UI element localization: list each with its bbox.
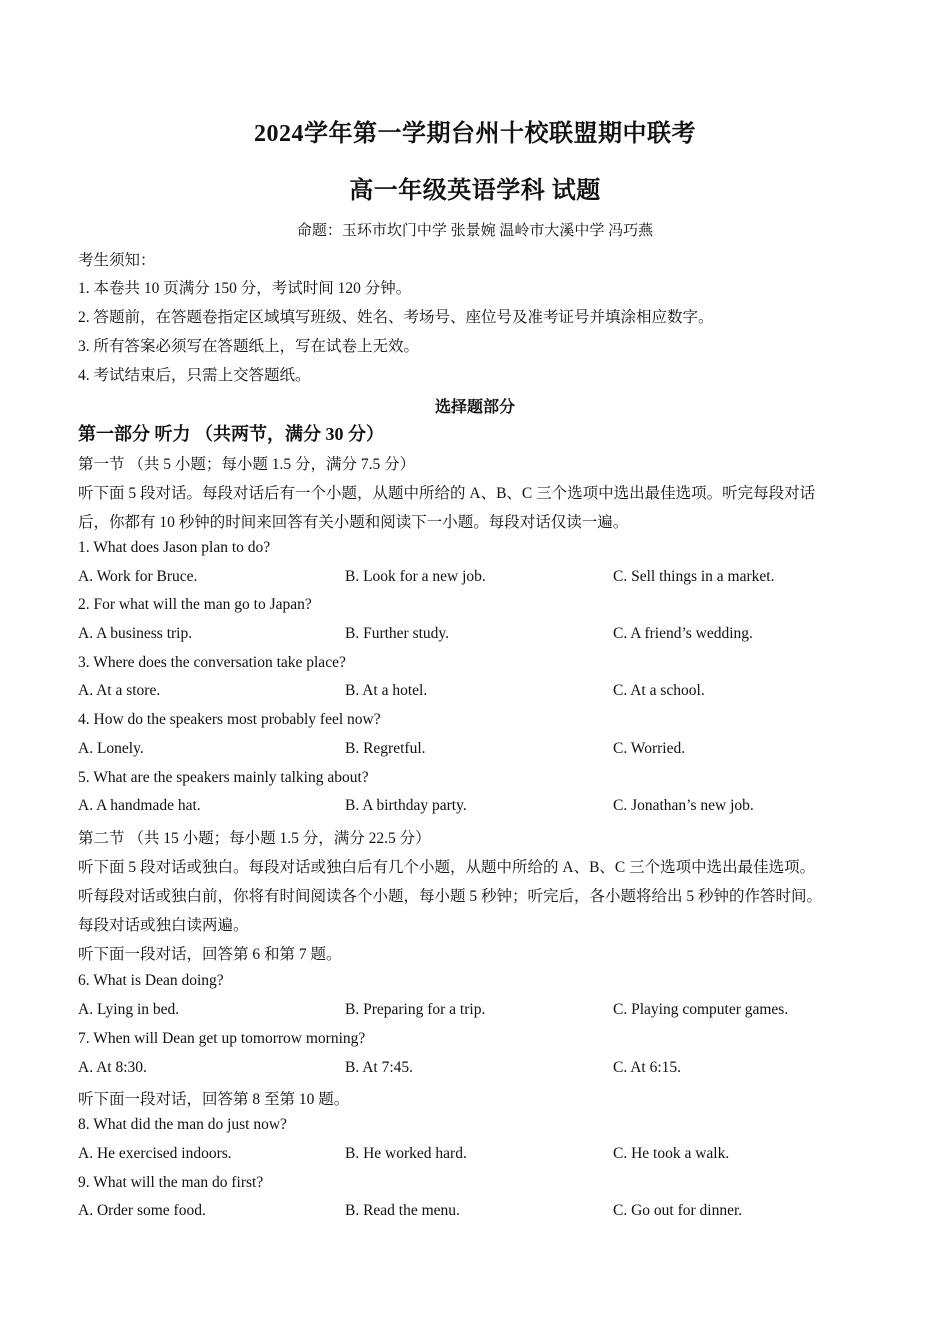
question-stem: 3. Where does the conversation take place? [78, 654, 346, 671]
exam-authors: 命题：玉环市坎门中学 张景婉 温岭市大溪中学 冯巧燕 [296, 223, 654, 239]
option-c: C. At a school. [613, 682, 705, 699]
exam-subtitle: 高一年级英语学科 试题 [349, 178, 601, 204]
option-a: A. He exercised indoors. [78, 1145, 232, 1162]
option-c: C. At 6:15. [613, 1059, 682, 1076]
option-a: A. Order some food. [78, 1202, 206, 1219]
question-stem: 8. What did the man do just now? [78, 1116, 287, 1133]
exam-title: 2024学年第一学期台州十校联盟期中联考 [254, 121, 696, 147]
sec2-instruction: 听下面 5 段对话或独白。每段对话或独白后有几个小题，从题中所给的 A、B、C 三个选项中选出最佳选项。 [78, 859, 816, 876]
option-a: A. Work for Bruce. [78, 568, 198, 585]
question-stem: 4. How do the speakers most probably feel now? [78, 711, 381, 728]
sec1-instruction: 听下面 5 段对话。每段对话后有一个小题，从题中所给的 A、B、C 三个选项中选出最佳选项。听完每段对话 [78, 485, 816, 502]
question-stem: 9. What will the man do first? [78, 1174, 264, 1191]
part1-heading: 第一部分 听力 （共两节，满分 30 分） [78, 424, 384, 444]
option-b: B. Further study. [345, 625, 450, 642]
option-b: B. Read the menu. [345, 1202, 460, 1219]
sec1-heading: 第一节 （共 5 小题；每小题 1.5 分，满分 7.5 分） [78, 456, 416, 473]
sec2-heading: 第二节 （共 15 小题；每小题 1.5 分，满分 22.5 分） [78, 830, 431, 847]
option-b: B. He worked hard. [345, 1145, 467, 1162]
dialogue-intro: 听下面一段对话，回答第 8 至第 10 题。 [78, 1091, 350, 1108]
section-title: 选择题部分 [434, 399, 515, 416]
sec2-instruction: 每段对话或独白读两遍。 [78, 917, 249, 934]
notice-heading: 考生须知： [78, 252, 156, 269]
option-c: C. Jonathan’s new job. [613, 797, 754, 814]
notice-item: 1. 本卷共 10 页满分 150 分，考试时间 120 分钟。 [78, 280, 412, 297]
option-b: B. Preparing for a trip. [345, 1001, 486, 1018]
question-stem: 5. What are the speakers mainly talking about? [78, 769, 369, 786]
option-c: C. Sell things in a market. [613, 568, 775, 585]
option-a: A. A handmade hat. [78, 797, 201, 814]
option-c: C. Worried. [613, 740, 686, 757]
option-a: A. At 8:30. [78, 1059, 147, 1076]
option-c: C. He took a walk. [613, 1145, 730, 1162]
option-c: C. Playing computer games. [613, 1001, 789, 1018]
option-b: B. Regretful. [345, 740, 426, 757]
notice-item: 3. 所有答案必须写在答题纸上，写在试卷上无效。 [78, 338, 420, 355]
sec2-instruction: 听每段对话或独白前，你将有时间阅读各个小题，每小题 5 秒钟；听完后，各小题将给出 5 秒钟的作答时间。 [78, 888, 823, 905]
option-c: C. Go out for dinner. [613, 1202, 743, 1219]
option-a: A. At a store. [78, 682, 161, 699]
question-stem: 2. For what will the man go to Japan? [78, 596, 312, 613]
option-a: A. Lying in bed. [78, 1001, 180, 1018]
sec1-instruction: 后，你都有 10 秒钟的时间来回答有关小题和阅读下一小题。每段对话仅读一遍。 [78, 514, 629, 531]
notice-item: 2. 答题前，在答题卷指定区域填写班级、姓名、考场号、座位号及准考证号并填涂相应数字。 [78, 309, 714, 326]
option-a: A. Lonely. [78, 740, 144, 757]
question-stem: 1. What does Jason plan to do? [78, 539, 271, 556]
option-b: B. At a hotel. [345, 682, 428, 699]
option-a: A. A business trip. [78, 625, 193, 642]
notice-item: 4. 考试结束后，只需上交答题纸。 [78, 367, 311, 384]
dialogue-intro: 听下面一段对话，回答第 6 和第 7 题。 [78, 946, 342, 963]
option-b: B. A birthday party. [345, 797, 467, 814]
option-b: B. Look for a new job. [345, 568, 486, 585]
option-c: C. A friend’s wedding. [613, 625, 753, 642]
question-stem: 7. When will Dean get up tomorrow morning? [78, 1030, 366, 1047]
option-b: B. At 7:45. [345, 1059, 414, 1076]
question-stem: 6. What is Dean doing? [78, 972, 224, 989]
